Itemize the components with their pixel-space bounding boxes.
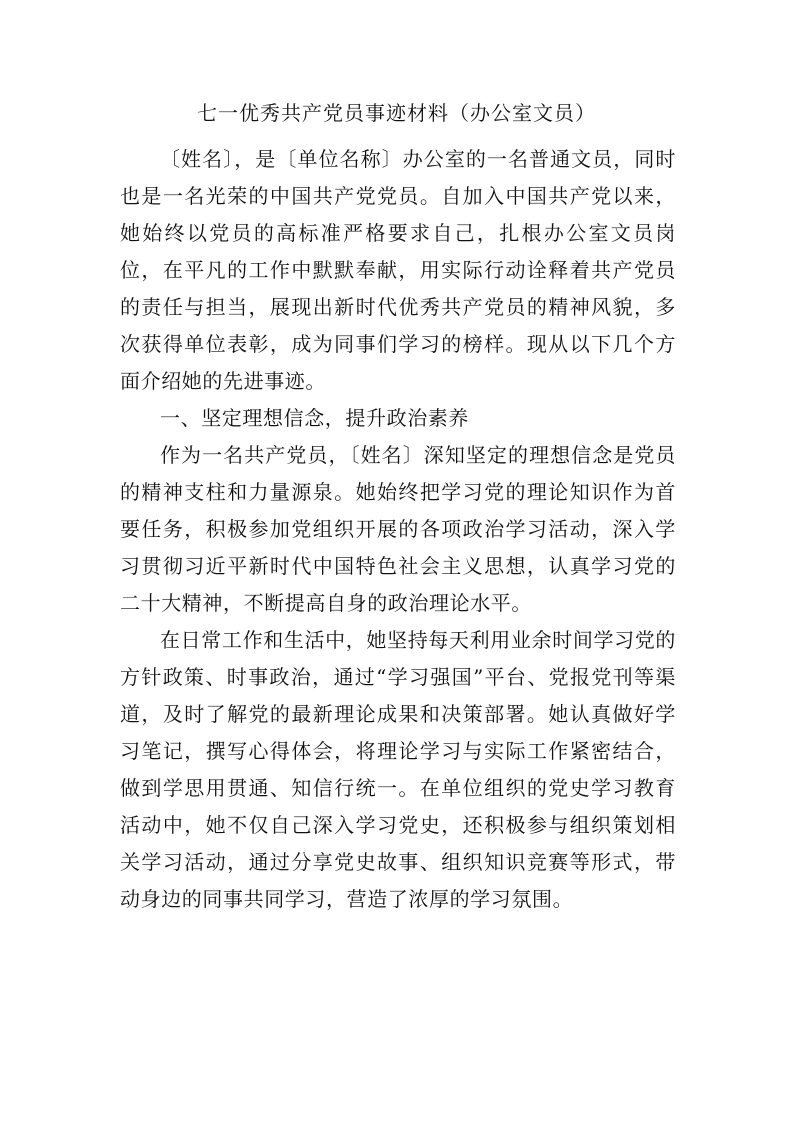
section-heading-1: 一、坚定理想信念，提升政治素养 bbox=[160, 406, 469, 430]
intro-paragraph: 〔姓名〕，是〔单位名称〕办公室的一名普通文员，同时也是一名光荣的中国共产党党员。自加入中国共产党以来，她始终以党员的高标准严格要求自己，扎根办公室文员岗位，在平凡的工作中默默奉献，用实际行动诠释着共产党员的责任与担当，展现出新时代优秀共产党员的精神风貌，多次获得单位表彰，成为同事们学习的榜样。现从以下几个方面介绍她的先进事迹。 bbox=[120, 147, 676, 393]
document-body bbox=[120, 141, 676, 918]
section-1-paragraph-2: 在日常工作和生活中，她坚持每天利用业余时间学习党的方针政策、时事政治，通过“学习强国”平台、党报党刊等渠道，及时了解党的最新理论成果和决策部署。她认真做好学习笔记，撰写心得体会，将理论学习与实际工作紧密结合，做到学思用贯通、知信行统一。在单位组织的党史学习教育活动中，她不仅自己深入学习党史，还积极参与组织策划相关学习活动，通过分享党史故事、组织知识竞赛等形式，带动身边的同事共同学习，营造了浓厚的学习氛围。 bbox=[120, 628, 676, 911]
document-title: 七一优秀共产党员事迹材料（办公室文员） bbox=[197, 101, 596, 125]
section-1-paragraph-1: 作为一名共产党员，〔姓名〕深知坚定的理想信念是党员的精神支柱和力量源泉。她始终把学习党的理论知识作为首要任务，积极参加党组织开展的各项政治学习活动，深入学习贯彻习近平新时代中国特色社会主义思想，认真学习党的二十大精神，不断提高自身的政治理论水平。 bbox=[120, 443, 676, 615]
